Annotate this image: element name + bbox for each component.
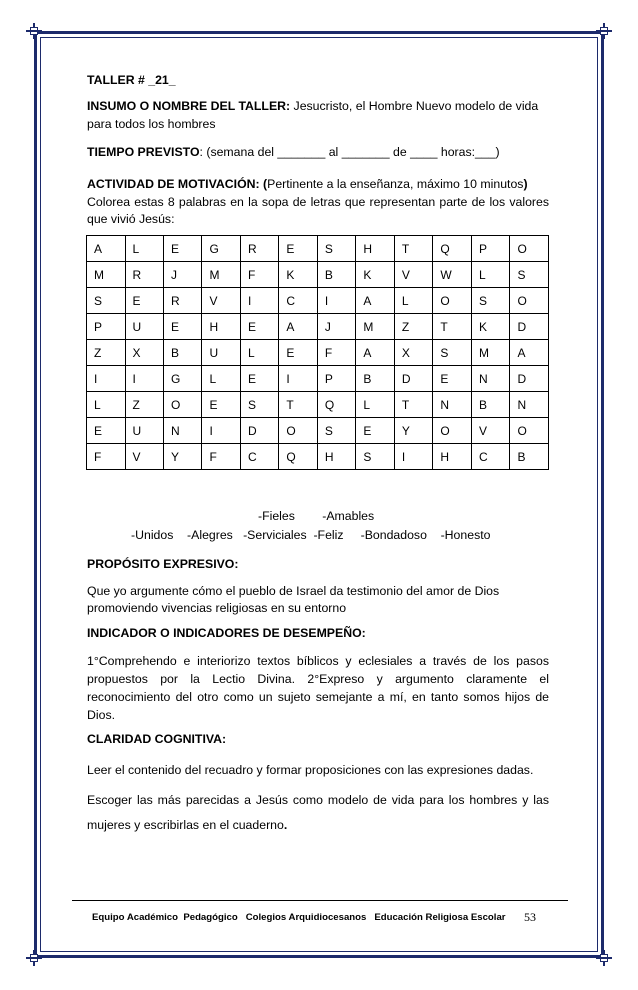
motivacion-paren-open: ( bbox=[259, 177, 268, 191]
grid-cell[interactable]: Z bbox=[87, 340, 126, 366]
indicadores-text: 1°Comprehendo e interiorizo textos bíblicos y eclesiales a través de los pasos propuestos por la Lectio Divina. 2°Expreso y argumento claramente el reconocimiento del otro como un sujeto semejante a mí, en tanto somos hijos de Dios. bbox=[87, 653, 549, 722]
grid-cell[interactable]: N bbox=[471, 366, 510, 392]
grid-cell[interactable]: H bbox=[433, 444, 472, 470]
grid-cell[interactable]: T bbox=[394, 236, 432, 262]
motivacion-note: Pertinente a la enseñanza, máximo 10 minutos bbox=[267, 177, 524, 191]
grid-cell[interactable]: E bbox=[240, 366, 278, 392]
grid-cell[interactable]: V bbox=[471, 418, 510, 444]
grid-cell[interactable]: E bbox=[433, 366, 472, 392]
grid-cell[interactable]: W bbox=[433, 262, 472, 288]
claridad-text-2: Escoger las más parecidas a Jesús como modelo de vida para los hombres y las mujeres y escribirlas en el cuaderno bbox=[87, 793, 549, 832]
grid-cell[interactable]: V bbox=[125, 444, 163, 470]
grid-cell[interactable]: D bbox=[510, 366, 549, 392]
taller-title bbox=[87, 72, 549, 90]
grid-cell[interactable]: E bbox=[279, 236, 317, 262]
word-list-line-2: -Unidos -Alegres -Serviciales -Feliz -Bondadoso -Honesto bbox=[131, 528, 491, 542]
grid-cell[interactable]: E bbox=[87, 418, 126, 444]
grid-cell[interactable]: M bbox=[356, 314, 395, 340]
grid-cell[interactable]: T bbox=[433, 314, 472, 340]
grid-cell[interactable]: S bbox=[317, 418, 355, 444]
grid-cell[interactable]: A bbox=[356, 340, 395, 366]
grid-cell[interactable]: E bbox=[279, 340, 317, 366]
grid-cell[interactable]: R bbox=[240, 236, 278, 262]
grid-cell[interactable]: D bbox=[394, 366, 432, 392]
grid-cell[interactable]: H bbox=[317, 444, 355, 470]
grid-cell[interactable]: T bbox=[279, 392, 317, 418]
grid-cell[interactable]: S bbox=[356, 444, 395, 470]
grid-row bbox=[87, 262, 549, 288]
proposito-label: PROPÓSITO EXPRESIVO: bbox=[87, 557, 239, 571]
grid-cell[interactable]: M bbox=[202, 262, 241, 288]
grid-cell[interactable]: A bbox=[356, 288, 395, 314]
grid-cell[interactable]: L bbox=[202, 366, 241, 392]
grid-cell[interactable]: S bbox=[471, 288, 510, 314]
tiempo-value: : (semana del _______ al _______ de ____ horas:___) bbox=[199, 145, 500, 159]
grid-row bbox=[87, 288, 549, 314]
grid-cell[interactable]: I bbox=[202, 418, 241, 444]
grid-cell[interactable]: L bbox=[240, 340, 278, 366]
corner-ornament-icon bbox=[26, 950, 42, 966]
grid-cell[interactable]: N bbox=[163, 418, 201, 444]
insumo-block bbox=[87, 98, 549, 133]
grid-cell[interactable]: J bbox=[317, 314, 355, 340]
grid-cell[interactable]: F bbox=[240, 262, 278, 288]
taller-number: TALLER # _21_ bbox=[87, 73, 176, 87]
grid-cell[interactable]: U bbox=[125, 418, 163, 444]
grid-cell[interactable]: L bbox=[356, 392, 395, 418]
corner-ornament-icon bbox=[596, 950, 612, 966]
grid-cell[interactable]: B bbox=[163, 340, 201, 366]
grid-row bbox=[87, 236, 549, 262]
tiempo-block bbox=[87, 144, 549, 162]
grid-cell[interactable]: D bbox=[240, 418, 278, 444]
grid-row bbox=[87, 340, 549, 366]
grid-cell[interactable]: Y bbox=[163, 444, 201, 470]
grid-cell[interactable]: S bbox=[87, 288, 126, 314]
grid-cell[interactable]: N bbox=[433, 392, 472, 418]
grid-cell[interactable]: S bbox=[240, 392, 278, 418]
grid-cell[interactable]: F bbox=[87, 444, 126, 470]
grid-cell[interactable]: D bbox=[510, 314, 549, 340]
grid-cell[interactable]: O bbox=[433, 418, 472, 444]
grid-cell[interactable]: S bbox=[510, 262, 549, 288]
grid-cell[interactable]: G bbox=[202, 236, 241, 262]
grid-cell[interactable]: Q bbox=[317, 392, 355, 418]
grid-cell[interactable]: O bbox=[510, 236, 549, 262]
grid-cell[interactable]: L bbox=[471, 262, 510, 288]
grid-row bbox=[87, 314, 549, 340]
grid-row bbox=[87, 392, 549, 418]
grid-cell[interactable]: A bbox=[279, 314, 317, 340]
grid-cell[interactable]: E bbox=[125, 288, 163, 314]
grid-cell[interactable]: B bbox=[510, 444, 549, 470]
grid-cell[interactable]: E bbox=[202, 392, 241, 418]
grid-cell[interactable]: Z bbox=[394, 314, 432, 340]
grid-cell[interactable]: E bbox=[163, 314, 201, 340]
grid-cell[interactable]: F bbox=[317, 340, 355, 366]
motivacion-block bbox=[87, 176, 549, 229]
corner-ornament-icon bbox=[26, 23, 42, 39]
proposito-block bbox=[87, 556, 549, 618]
grid-cell[interactable]: K bbox=[279, 262, 317, 288]
grid-cell[interactable]: O bbox=[163, 392, 201, 418]
grid-cell[interactable]: R bbox=[125, 262, 163, 288]
claridad-text-1: Leer el contenido del recuadro y formar proposiciones con las expresiones dadas. bbox=[87, 762, 534, 777]
grid-cell[interactable]: Q bbox=[433, 236, 472, 262]
grid-cell[interactable]: C bbox=[279, 288, 317, 314]
grid-cell[interactable]: L bbox=[394, 288, 432, 314]
grid-cell[interactable]: P bbox=[471, 236, 510, 262]
grid-cell[interactable]: M bbox=[471, 340, 510, 366]
grid-cell[interactable]: B bbox=[471, 392, 510, 418]
corner-ornament-icon bbox=[596, 23, 612, 39]
grid-cell[interactable]: X bbox=[125, 340, 163, 366]
proposito-text: Que yo argumente cómo el pueblo de Israel da testimonio del amor de Dios promoviendo vivencias religiosas en su entorno bbox=[87, 583, 500, 615]
tiempo-label: TIEMPO PREVISTO bbox=[87, 145, 200, 159]
grid-cell[interactable]: U bbox=[202, 340, 241, 366]
grid-cell[interactable]: S bbox=[317, 236, 355, 262]
insumo-label: INSUMO O NOMBRE DEL TALLER: bbox=[87, 99, 291, 113]
grid-cell[interactable]: L bbox=[87, 392, 126, 418]
claridad-text-2-end: . bbox=[283, 818, 288, 832]
grid-cell[interactable]: I bbox=[279, 366, 317, 392]
grid-cell[interactable]: V bbox=[394, 262, 432, 288]
grid-cell[interactable]: E bbox=[240, 314, 278, 340]
grid-cell[interactable]: O bbox=[433, 288, 472, 314]
grid-cell[interactable]: I bbox=[317, 288, 355, 314]
grid-cell[interactable]: Z bbox=[125, 392, 163, 418]
grid-cell[interactable]: O bbox=[510, 418, 549, 444]
grid-cell[interactable]: I bbox=[125, 366, 163, 392]
grid-cell[interactable]: I bbox=[87, 366, 126, 392]
indicadores-block bbox=[87, 625, 549, 724]
claridad-label: CLARIDAD COGNITIVA: bbox=[87, 732, 227, 746]
grid-cell[interactable]: R bbox=[163, 288, 201, 314]
grid-cell[interactable]: B bbox=[356, 366, 395, 392]
grid-cell[interactable]: K bbox=[471, 314, 510, 340]
grid-cell[interactable]: T bbox=[394, 392, 432, 418]
grid-cell[interactable]: E bbox=[163, 236, 201, 262]
grid-cell[interactable]: X bbox=[394, 340, 432, 366]
word-search-grid bbox=[86, 235, 549, 470]
grid-cell[interactable]: A bbox=[87, 236, 126, 262]
motivacion-label: ACTIVIDAD DE MOTIVACIÓN: bbox=[87, 177, 260, 191]
grid-cell[interactable]: Y bbox=[394, 418, 432, 444]
grid-cell[interactable]: L bbox=[125, 236, 163, 262]
grid-cell[interactable]: O bbox=[510, 288, 549, 314]
footer-text: Equipo Académico Pedagógico Colegios Arquidiocesanos Educación Religiosa Escolar bbox=[92, 912, 506, 923]
motivacion-paren-close: ) bbox=[523, 177, 528, 191]
grid-cell[interactable]: J bbox=[163, 262, 201, 288]
insumo-value: Jesucristo, el Hombre Nuevo modelo de vida para todos los hombres bbox=[87, 99, 539, 131]
grid-cell[interactable]: P bbox=[317, 366, 355, 392]
grid-cell[interactable]: C bbox=[471, 444, 510, 470]
grid-cell[interactable]: E bbox=[356, 418, 395, 444]
claridad-block bbox=[87, 731, 549, 838]
grid-row bbox=[87, 418, 549, 444]
motivacion-instruction: Colorea estas 8 palabras en la sopa de letras que representan parte de los valores que vivió Jesús: bbox=[87, 194, 549, 226]
grid-row bbox=[87, 444, 549, 470]
grid-cell[interactable]: M bbox=[87, 262, 126, 288]
grid-cell[interactable]: B bbox=[317, 262, 355, 288]
word-list-line-1: -Fieles -Amables bbox=[258, 509, 375, 523]
grid-cell[interactable]: A bbox=[510, 340, 549, 366]
grid-cell[interactable]: U bbox=[125, 314, 163, 340]
grid-cell[interactable]: P bbox=[87, 314, 126, 340]
grid-cell[interactable]: H bbox=[356, 236, 395, 262]
grid-cell[interactable]: C bbox=[240, 444, 278, 470]
grid-cell[interactable]: Q bbox=[279, 444, 317, 470]
footer-rule bbox=[72, 900, 568, 901]
grid-cell[interactable]: O bbox=[279, 418, 317, 444]
grid-cell[interactable]: K bbox=[356, 262, 395, 288]
grid-cell[interactable]: V bbox=[202, 288, 241, 314]
grid-cell[interactable]: G bbox=[163, 366, 201, 392]
grid-cell[interactable]: N bbox=[510, 392, 549, 418]
grid-cell[interactable]: I bbox=[394, 444, 432, 470]
grid-row bbox=[87, 366, 549, 392]
indicadores-label: INDICADOR O INDICADORES DE DESEMPEÑO: bbox=[87, 626, 366, 640]
grid-cell[interactable]: I bbox=[240, 288, 278, 314]
grid-cell[interactable]: S bbox=[433, 340, 472, 366]
page-number: 53 bbox=[524, 910, 536, 924]
grid-cell[interactable]: F bbox=[202, 444, 241, 470]
grid-cell[interactable]: H bbox=[202, 314, 241, 340]
